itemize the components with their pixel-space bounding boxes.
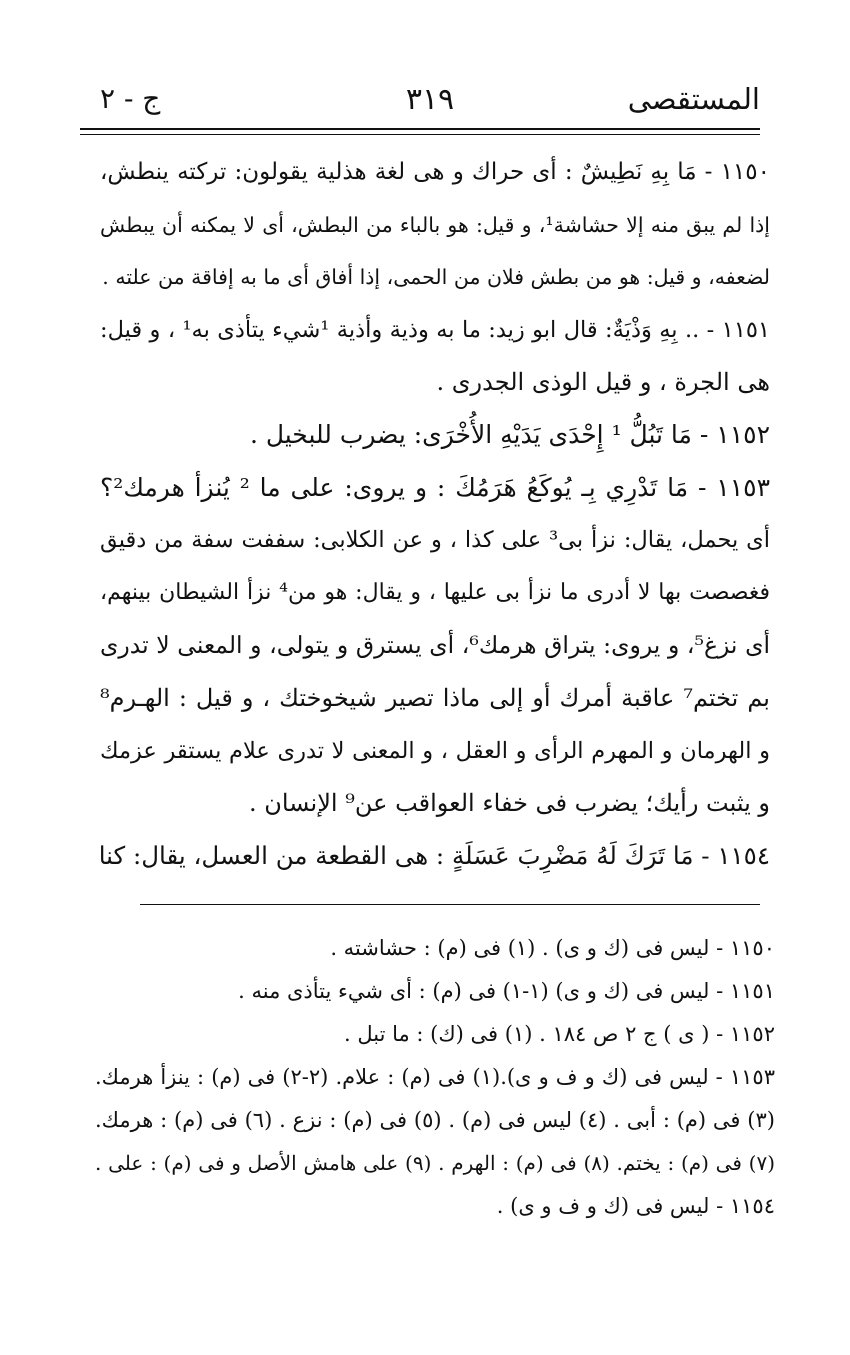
footnote-separator: [140, 904, 760, 905]
footnote-line: ١١٥١ - ليس فى (ك و ى) (١-١) فى (م) : أى شيء يتأذى منه .: [238, 979, 775, 1003]
entry-1152-line: ١١٥٢ - مَا تَبُلُّ ¹ إِحْدَى يَدَيْهِ الأُخْرَى: يضرب للبخيل .: [249, 419, 770, 449]
footnote-line: ١١٥٤ - ليس فى (ك و ف و ى) .: [496, 1194, 775, 1218]
text-line: و يثبت رأيك؛ يضرب فى خفاء العواقب عن⁹ الإنسان .: [248, 789, 770, 818]
text-line: أى نزغ⁵، و يروى: يتراق هرمك⁶، أى يسترق و يتولى، و المعنى لا تدرى: [100, 631, 771, 660]
footnote-line: ١١٥٣ - ليس فى (ك و ف و ى).(١) فى (م) : علام. (٢-٢) فى (م) : ينزأ هرمك.: [95, 1065, 775, 1089]
page-header: [100, 82, 760, 122]
text-line: إذا لم يبق منه إلا حشاشة¹، و قيل: هو بالباء من البطش، أى لا يمكنه أن يبطش: [100, 212, 770, 237]
footnote-line: ١١٥٠ - ليس فى (ك و ى) . (١) فى (م) : حشاشته .: [330, 936, 775, 960]
footnote-line: ١١٥٢ - ( ى ) ج ٢ ص ١٨٤ . (١) فى (ك) : ما تبل .: [344, 1022, 775, 1046]
text-line: لضعفه، و قيل: هو من بطش فلان من الحمى، إذا أفاق أى ما به إفاقة من علته .: [102, 265, 770, 290]
main-text: [100, 152, 770, 888]
entry-1154-line: ١١٥٤ - مَا تَرَكَ لَهُ مَضْرِبَ عَسَلَةٍ : هى القطعة من العسل، يقال: كنا: [98, 840, 770, 870]
volume-label: ج - ٢: [100, 82, 161, 115]
entry-1150-line: ١١٥٠ - مَا بِهِ نَطِيشٌ : أى حراك و هى لغة هذلية يقولون: تركته ينطش،: [100, 159, 770, 185]
header-rule-thin: [80, 134, 760, 135]
footnote-line: (٧) فى (م) : يختم. (٨) فى (م) : الهرم . (٩) على هامش الأصل و فى (م) : على .: [95, 1151, 776, 1175]
footnotes: [95, 930, 775, 1231]
text-line: هى الجرة ، و قيل الوذى الجدرى .: [436, 368, 770, 397]
book-title: المستقصى: [627, 82, 760, 116]
footnote-line: (٣) فى (م) : أبى . (٤) ليس فى (م) . (٥) فى (م) : نزع . (٦) فى (م) : هرمك.: [95, 1108, 775, 1132]
text-line: أى يحمل، يقال: نزأ بى³ على كذا ، و عن الكلابى: سففت سفة من دقيق: [100, 527, 770, 554]
page-number: ٣١٩: [405, 82, 455, 117]
entry-1151-line: ١١٥١ - .. بِهِ وَذْيَةٌ: قال ابو زيد: ما به وذية وأذية ¹شيء يتأذى به¹ ، و قيل:: [100, 316, 771, 343]
text-line: بم تختم⁷ عاقبة أمرك أو إلى ماذا تصير شيخوختك ، و قيل : الهـرم⁸: [100, 683, 770, 712]
text-line: و الهرمان و المهرم الرأى و العقل ، و المعنى لا تدرى علام يستقر عزمك: [100, 737, 770, 764]
entry-1153-line: ١١٥٣ - مَا تَدْرِي بِـ يُوكَعُ هَرَمُكَ : و يروى: على ما ² يُنزأ هرمك²؟: [100, 472, 770, 502]
header-rule-thick: [80, 128, 760, 130]
text-line: فغصصت بها لا أدرى ما نزأ بى عليها ، و يقال: هو من⁴ نزأ الشيطان بينهم،: [100, 579, 770, 605]
